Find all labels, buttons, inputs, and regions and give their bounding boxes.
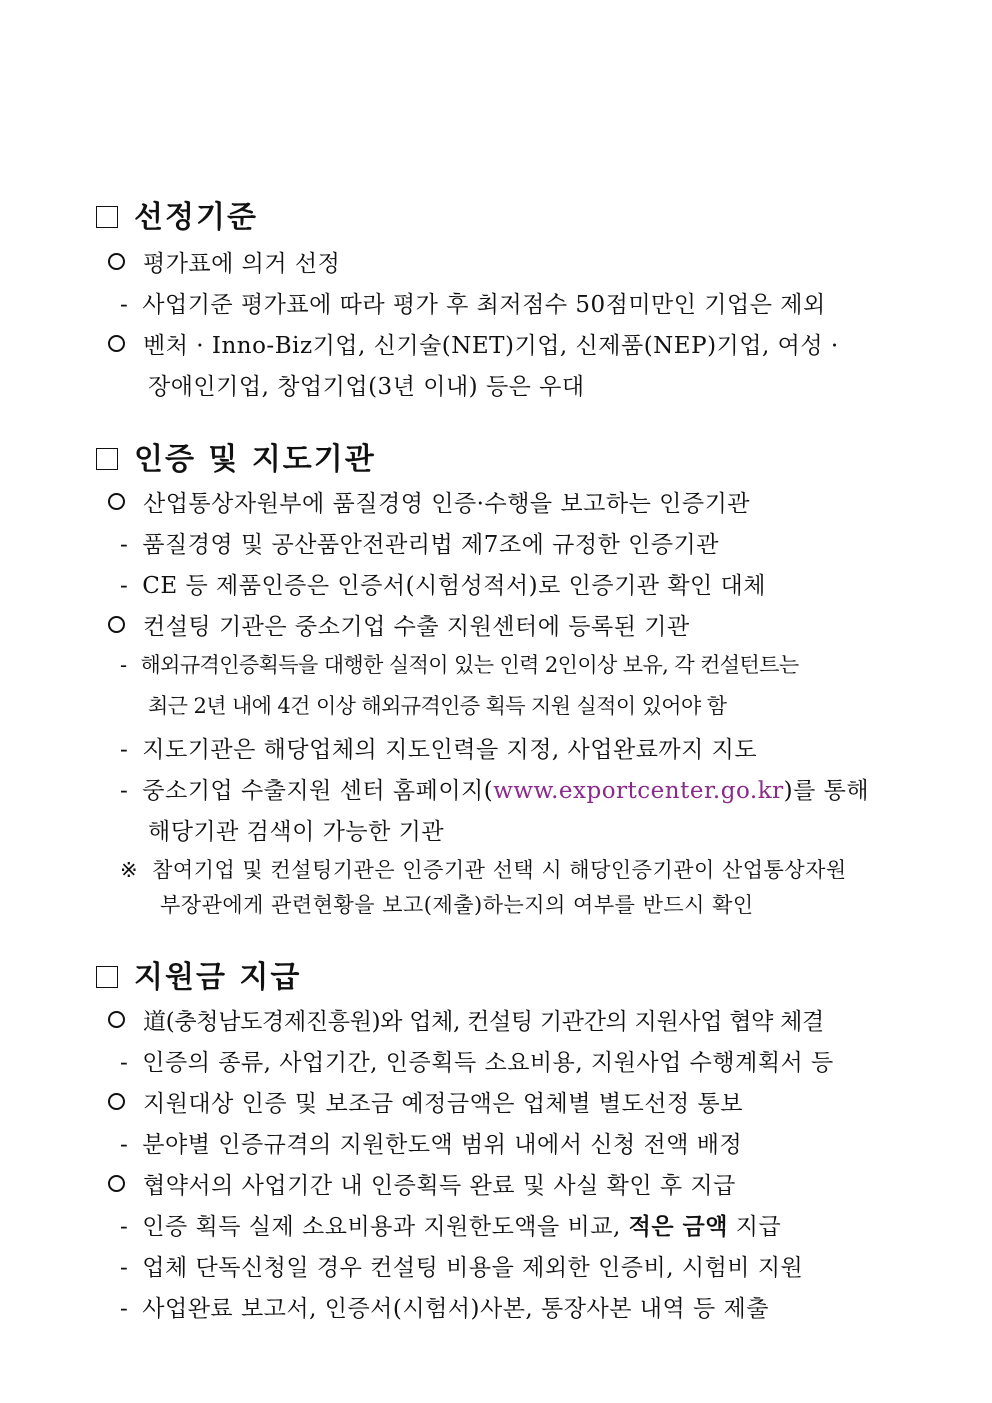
note-continuation: 부장관에게 관련현황을 보고(제출)하는지의 여부를 반드시 확인 <box>160 893 754 917</box>
circle-bullet-icon <box>108 1011 125 1028</box>
circle-bullet-icon <box>108 1175 125 1192</box>
circle-bullet-icon <box>108 616 125 633</box>
bullet-item: 산업통상자원부에 품질경영 인증·수행을 보고하는 인증기관 <box>108 485 750 518</box>
sub-item: - 사업완료 보고서, 인증서(시험서)사본, 통장사본 내역 등 제출 <box>120 1296 769 1322</box>
sub-item: - CE 등 제품인증은 인증서(시험성적서)로 인증기관 확인 대체 <box>120 573 766 599</box>
circle-bullet-icon <box>108 335 125 352</box>
sub-item: - 사업기준 평가표에 따라 평가 후 최저점수 50점미만인 기업은 제외 <box>120 292 826 318</box>
continuation-line: 장애인기업, 창업기업(3년 이내) 등은 우대 <box>148 374 585 400</box>
dash-bullet-icon: - <box>120 573 129 599</box>
circle-bullet-icon <box>108 493 125 510</box>
sub-item: - 중소기업 수출지원 센터 홈페이지(www.exportcenter.go.kr)를 통해 <box>120 778 870 804</box>
dash-bullet-icon: - <box>120 532 129 558</box>
dash-bullet-icon: - <box>120 1214 129 1240</box>
sub-item: - 인증 획득 실제 소요비용과 지원한도액을 비교, 적은 금액 지급 <box>120 1213 782 1240</box>
circle-bullet-icon <box>108 253 125 270</box>
bullet-item: 벤처 · Inno-Biz기업, 신기술(NET)기업, 신제품(NEP)기업, 여성 · <box>108 327 839 360</box>
dash-bullet-icon: - <box>120 1255 129 1281</box>
sub-item: - 해외규격인증획득을 대행한 실적이 있는 인력 2인이상 보유, 각 컨설턴트는 <box>120 653 799 677</box>
dash-bullet-icon: - <box>120 778 129 804</box>
bullet-item: 평가표에 의거 선정 <box>108 245 340 278</box>
dash-bullet-icon: - <box>120 1132 129 1158</box>
bullet-item: 협약서의 사업기간 내 인증획득 완료 및 사실 확인 후 지급 <box>108 1167 736 1200</box>
section-heading-subsidy-payment <box>96 952 301 996</box>
checkbox-square-icon <box>96 448 118 470</box>
dash-bullet-icon: - <box>120 292 129 318</box>
sub-item: - 품질경영 및 공산품안전관리법 제7조에 규정한 인증기관 <box>120 532 719 558</box>
note-item: ※ 참여기업 및 컨설팅기관은 인증기관 선택 시 해당인증기관이 산업통상자원 <box>120 858 847 882</box>
section-heading-certification-agencies <box>96 434 376 478</box>
sub-item: - 분야별 인증규격의 지원한도액 범위 내에서 신청 전액 배정 <box>120 1132 743 1158</box>
sub-item: - 인증의 종류, 사업기간, 인증획득 소요비용, 지원사업 수행계획서 등 <box>120 1050 834 1076</box>
dash-bullet-icon: - <box>120 1296 129 1322</box>
section-title: 선정기준 <box>134 200 258 235</box>
circle-bullet-icon <box>108 1093 125 1110</box>
section-title: 지원금 지급 <box>134 960 302 995</box>
checkbox-square-icon <box>96 966 118 988</box>
reference-mark-icon: ※ <box>120 858 139 882</box>
emphasis-text: 적은 금액 <box>628 1213 728 1240</box>
bullet-item: 지원대상 인증 및 보조금 예정금액은 업체별 별도선정 통보 <box>108 1085 743 1118</box>
checkbox-square-icon <box>96 206 118 228</box>
bullet-item: 컨설팅 기관은 중소기업 수출 지원센터에 등록된 기관 <box>108 608 690 641</box>
dash-bullet-icon: - <box>120 653 127 677</box>
sub-item: - 지도기관은 해당업체의 지도인력을 지정, 사업완료까지 지도 <box>120 737 758 763</box>
export-center-link[interactable]: www.exportcenter.go.kr <box>493 778 784 804</box>
continuation-line: 최근 2년 내에 4건 이상 해외규격인증 획득 지원 실적이 있어야 함 <box>148 694 727 718</box>
dash-bullet-icon: - <box>120 737 129 763</box>
sub-item: - 업체 단독신청일 경우 컨설팅 비용을 제외한 인증비, 시험비 지원 <box>120 1255 804 1281</box>
section-title: 인증 및 지도기관 <box>134 442 376 477</box>
bullet-item: 道(충청남도경제진흥원)와 업체, 컨설팅 기관간의 지원사업 협약 체결 <box>108 1003 824 1036</box>
continuation-line: 해당기관 검색이 가능한 기관 <box>148 819 445 845</box>
section-heading-selection-criteria <box>96 192 258 236</box>
dash-bullet-icon: - <box>120 1050 129 1076</box>
